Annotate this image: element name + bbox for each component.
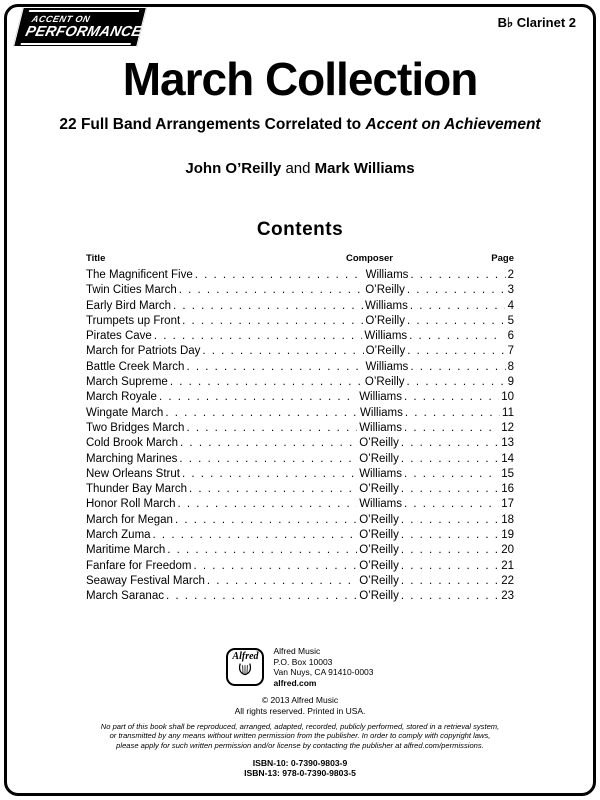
dot-leader xyxy=(407,283,505,298)
legal-line-1: No part of this book shall be reproduced, arranged, adapted, recorded, publicly performed, stored in a retrieval system, xyxy=(100,722,500,731)
legal-notice xyxy=(0,722,600,750)
toc-entry-composer: O’Reilly xyxy=(359,513,399,526)
dot-leader xyxy=(401,528,499,543)
toc-row xyxy=(86,513,514,528)
toc-entry-page: 14 xyxy=(501,452,514,465)
toc-entry-composer-cell xyxy=(365,375,507,390)
toc-entry-composer: Williams xyxy=(365,360,409,373)
toc-row xyxy=(86,268,514,283)
rights-line: All rights reserved. Printed in USA. xyxy=(234,705,366,716)
dot-leader xyxy=(189,482,357,497)
toc-entry-title: Trumpets up Front xyxy=(86,314,181,327)
publisher-block xyxy=(226,646,373,688)
publisher-address-line1: P.O. Box 10003 xyxy=(273,656,333,667)
authors-line xyxy=(0,160,600,177)
toc-entry-title: March Royale xyxy=(86,391,157,404)
dot-leader xyxy=(405,406,500,421)
toc-entry-title: Maritime March xyxy=(86,544,166,557)
dot-leader xyxy=(401,589,499,604)
toc-entry-composer-cell xyxy=(364,329,506,344)
toc-row xyxy=(86,299,514,314)
toc-entry-page: 7 xyxy=(507,345,514,358)
toc-row xyxy=(86,344,514,359)
toc-entry-composer-cell xyxy=(359,452,501,467)
toc-entry-composer-cell xyxy=(366,360,508,375)
dot-leader xyxy=(404,497,499,512)
subtitle xyxy=(0,116,600,134)
logo-line2: PERFORMANCE xyxy=(23,23,144,40)
copyright-block xyxy=(0,695,600,716)
toc-entry-page: 23 xyxy=(501,590,514,603)
lyre-icon xyxy=(237,662,253,682)
dot-leader xyxy=(186,421,357,436)
toc-entry-composer-cell xyxy=(359,482,501,497)
copyright-line: © 2013 Alfred Music xyxy=(261,695,339,705)
toc-entry-page: 9 xyxy=(507,376,514,389)
toc-entry-composer: O’Reilly xyxy=(359,529,399,542)
toc-entry-composer-cell xyxy=(360,406,502,421)
toc-col-composer: Composer xyxy=(346,253,393,264)
toc-col-page: Page xyxy=(491,253,514,264)
toc-entry-page: 8 xyxy=(507,360,514,373)
toc-entry-composer-cell xyxy=(359,513,501,528)
toc-entry-composer: O’Reilly xyxy=(365,345,406,358)
toc-entry-title: Fanfare for Freedom xyxy=(86,559,192,572)
author-secondary: Mark Williams xyxy=(314,160,415,177)
footer xyxy=(0,646,600,779)
toc-entry-page: 3 xyxy=(507,284,514,297)
dot-leader xyxy=(410,268,505,283)
dot-leader xyxy=(177,497,357,512)
toc-col-title: Title xyxy=(86,253,106,264)
legal-line-2: or transmitted by any means without written permission from the publisher. In order to comply with copyright laws, xyxy=(109,731,491,741)
dot-leader xyxy=(410,360,505,375)
isbn-10: ISBN-10: 0-7390-9803-9 xyxy=(252,757,348,768)
dot-leader xyxy=(195,268,364,283)
toc-entry-title: Marching Marines xyxy=(86,452,178,465)
dot-leader xyxy=(202,344,363,359)
toc-entry-page: 17 xyxy=(501,498,514,511)
toc-entry-composer: O’Reilly xyxy=(359,483,399,496)
dot-leader xyxy=(180,436,357,451)
toc-entry-page: 18 xyxy=(501,513,514,526)
toc-entry-composer: O’Reilly xyxy=(364,376,405,389)
dot-leader xyxy=(404,467,499,482)
toc-entry-title: March Saranac xyxy=(86,590,164,603)
dot-leader xyxy=(159,390,357,405)
dot-leader xyxy=(193,559,357,574)
toc-entry-title: March Supreme xyxy=(86,376,168,389)
toc-row xyxy=(86,421,514,436)
dot-leader xyxy=(410,299,505,314)
toc-entry-composer-cell xyxy=(359,421,501,436)
toc-entry-composer-cell xyxy=(359,390,501,405)
toc-row xyxy=(86,436,514,451)
toc-row xyxy=(86,497,514,512)
toc-entry-composer: Williams xyxy=(360,406,403,419)
dot-leader xyxy=(404,390,499,405)
toc-entry-page: 13 xyxy=(501,437,514,450)
toc-row xyxy=(86,314,514,329)
toc-entry-composer-cell xyxy=(359,574,501,589)
toc-row xyxy=(86,482,514,497)
instrument-label: B♭ Clarinet 2 xyxy=(497,15,576,30)
toc-entry-title: Cold Brook March xyxy=(86,437,179,450)
dot-leader xyxy=(401,482,499,497)
toc-row xyxy=(86,329,514,344)
toc-entry-title: Thunder Bay March xyxy=(86,483,187,496)
toc-row xyxy=(86,390,514,405)
toc-entry-page: 2 xyxy=(507,269,514,281)
toc-body xyxy=(86,268,514,605)
dot-leader xyxy=(179,283,363,298)
toc-entry-composer-cell xyxy=(365,299,507,314)
toc-entry-title: Two Bridges March xyxy=(86,421,185,434)
subtitle-emphasis: Accent on Achievement xyxy=(365,116,541,133)
dot-leader xyxy=(207,574,357,589)
toc-entry-page: 6 xyxy=(507,330,514,343)
toc-entry-composer: O’Reilly xyxy=(359,544,399,557)
alfred-logo-text: Alfred xyxy=(232,651,259,662)
toc-entry-title: March for Patriots Day xyxy=(86,345,201,358)
toc-entry-composer-cell xyxy=(359,589,501,604)
page-title: March Collection xyxy=(122,53,478,105)
toc-row xyxy=(86,452,514,467)
toc-entry-composer-cell xyxy=(365,314,507,329)
publisher-name: Alfred Music xyxy=(273,646,321,656)
toc-row xyxy=(86,574,514,589)
publisher-website: alfred.com xyxy=(273,677,317,688)
toc-entry-title: Battle Creek March xyxy=(86,360,185,373)
toc-entry-title: Honor Roll March xyxy=(86,498,176,511)
dot-leader xyxy=(401,559,499,574)
toc-entry-composer: Williams xyxy=(359,467,403,480)
toc-entry-composer: O’Reilly xyxy=(359,590,399,603)
dot-leader xyxy=(167,543,357,558)
subtitle-prefix: 22 Full Band Arrangements Correlated to xyxy=(59,116,366,133)
toc-row xyxy=(86,528,514,543)
toc-entry-page: 4 xyxy=(507,299,514,312)
toc-row xyxy=(86,467,514,482)
dot-leader xyxy=(166,589,357,604)
toc-entry-page: 10 xyxy=(501,391,514,404)
toc-entry-title: Pirates Cave xyxy=(86,330,152,343)
dot-leader xyxy=(165,406,358,421)
dot-leader xyxy=(182,314,363,329)
toc-entry-page: 16 xyxy=(501,483,514,496)
toc-entry-page: 15 xyxy=(501,467,514,480)
toc-entry-title: March for Megan xyxy=(86,513,173,526)
dot-leader xyxy=(404,421,499,436)
dot-leader xyxy=(186,360,363,375)
dot-leader xyxy=(182,467,357,482)
toc-row xyxy=(86,283,514,298)
dot-leader xyxy=(407,314,505,329)
toc-entry-page: 12 xyxy=(501,421,514,434)
dot-leader xyxy=(154,329,363,344)
toc-entry-composer-cell xyxy=(359,528,501,543)
dot-leader xyxy=(407,344,505,359)
toc-entry-composer: O’Reilly xyxy=(365,284,405,297)
toc-entry-composer: Williams xyxy=(365,269,409,281)
toc-entry-page: 21 xyxy=(501,559,514,572)
dot-leader xyxy=(401,436,499,451)
toc-entry-title: Early Bird March xyxy=(86,299,171,312)
toc-entry-title: March Zuma xyxy=(86,529,151,542)
toc-entry-composer: O’Reilly xyxy=(365,314,405,327)
publisher-address xyxy=(273,646,373,688)
toc-row xyxy=(86,589,514,604)
table-of-contents xyxy=(86,253,514,605)
toc-row xyxy=(86,360,514,375)
toc-entry-composer-cell xyxy=(359,467,501,482)
toc-entry-page: 11 xyxy=(502,406,514,419)
toc-entry-composer: O’Reilly xyxy=(359,452,399,465)
dot-leader xyxy=(401,543,499,558)
toc-entry-title: The Magnificent Five xyxy=(86,269,193,281)
dot-leader xyxy=(175,513,357,528)
dot-leader xyxy=(173,299,363,314)
toc-row xyxy=(86,559,514,574)
toc-entry-composer: O’Reilly xyxy=(359,574,399,587)
isbn-13: ISBN-13: 978-0-7390-9803-5 xyxy=(244,768,356,779)
dot-leader xyxy=(407,375,505,390)
toc-entry-composer-cell xyxy=(359,497,501,512)
toc-entry-composer: O’Reilly xyxy=(359,437,399,450)
toc-entry-page: 22 xyxy=(501,574,514,587)
dot-leader xyxy=(179,452,357,467)
toc-entry-title: Seaway Festival March xyxy=(86,574,205,587)
logo-line1: ACCENT ON xyxy=(30,13,92,24)
isbn-block xyxy=(0,758,600,779)
toc-entry-page: 20 xyxy=(501,544,514,557)
author-primary: John O’Reilly xyxy=(185,160,282,177)
toc-entry-composer-cell xyxy=(366,268,508,283)
dot-leader xyxy=(401,574,499,589)
toc-entry-composer: Williams xyxy=(359,498,403,511)
toc-entry-page: 19 xyxy=(501,529,514,542)
toc-entry-composer-cell xyxy=(359,543,501,558)
dot-leader xyxy=(170,375,363,390)
toc-entry-title: New Orleans Strut xyxy=(86,467,180,480)
toc-entry-composer-cell xyxy=(359,559,501,574)
dot-leader xyxy=(153,528,358,543)
dot-leader xyxy=(409,329,504,344)
toc-entry-title: Wingate March xyxy=(86,406,164,419)
alfred-music-logo xyxy=(226,648,264,686)
toc-row xyxy=(86,543,514,558)
author-connector: and xyxy=(281,160,315,177)
toc-entry-composer-cell xyxy=(366,344,508,359)
toc-entry-composer: Williams xyxy=(364,330,408,343)
contents-heading: Contents xyxy=(256,219,344,240)
toc-entry-composer: O’Reilly xyxy=(359,559,399,572)
toc-entry-composer: Williams xyxy=(365,299,408,312)
toc-header-row xyxy=(86,253,514,264)
publisher-address-line2: Van Nuys, CA 91410-0003 xyxy=(273,667,374,677)
toc-row xyxy=(86,406,514,421)
legal-line-3: please apply for such written permission and/or license by contacting the publisher at alfred.com/permissions. xyxy=(116,740,484,750)
dot-leader xyxy=(401,513,499,528)
toc-row xyxy=(86,375,514,390)
toc-entry-title: Twin Cities March xyxy=(86,284,177,297)
dot-leader xyxy=(401,452,499,467)
toc-entry-composer: Williams xyxy=(359,391,403,404)
toc-entry-page: 5 xyxy=(507,314,514,327)
toc-entry-composer-cell xyxy=(365,283,507,298)
toc-entry-composer: Williams xyxy=(359,421,403,434)
toc-entry-composer-cell xyxy=(359,436,501,451)
